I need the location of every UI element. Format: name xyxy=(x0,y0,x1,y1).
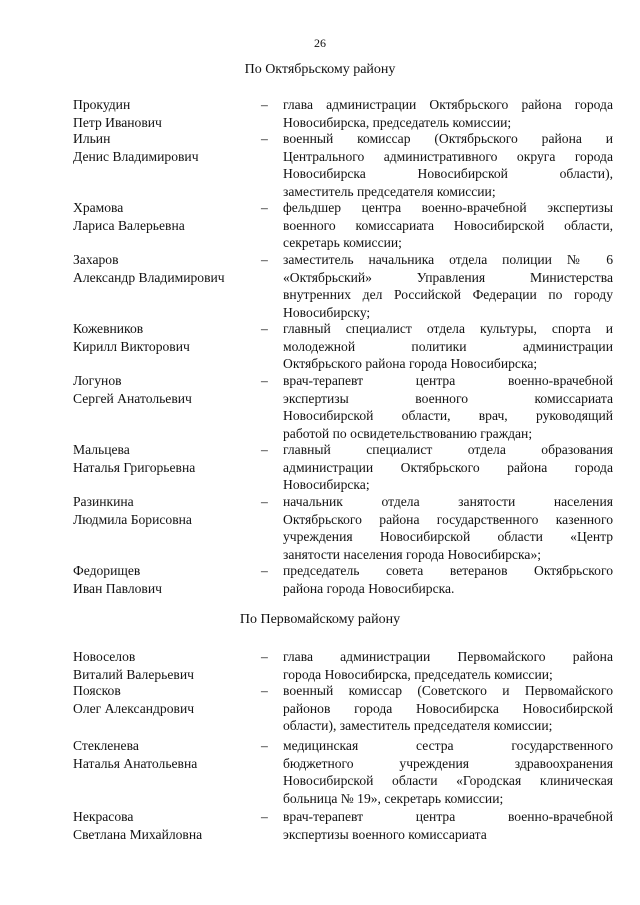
section-heading: По Октябрьскому району xyxy=(244,62,396,77)
member-role-line: глава администрации Октябрьского района города xyxy=(283,97,613,112)
member-role-line: заместитель начальника отдела полиции № 6 xyxy=(283,252,613,267)
member-role xyxy=(283,562,613,597)
member-role-line: администрации Октябрьского района города xyxy=(283,459,613,475)
member-name-line: Стекленева xyxy=(73,738,139,753)
member-name xyxy=(73,96,253,131)
member-name-line: Петр Иванович xyxy=(73,114,162,130)
member-role-line: заместитель председателя комиссии; xyxy=(283,183,496,199)
member-name-line: Светлана Михайловна xyxy=(73,826,203,842)
member-role xyxy=(283,130,613,200)
member-name-line: Некрасова xyxy=(73,809,134,824)
dash-separator: – xyxy=(261,252,268,267)
member-name-line: Новоселов xyxy=(73,649,136,664)
member-name xyxy=(73,441,253,476)
member-role xyxy=(283,737,613,807)
member-name-line: Ильин xyxy=(73,131,111,146)
member-name-line: Разинкина xyxy=(73,494,134,509)
member-role xyxy=(283,251,613,321)
dash-separator: – xyxy=(261,373,268,388)
member-role xyxy=(283,199,613,252)
member-name-line: Логунов xyxy=(73,373,122,388)
member-role-line: молодежной политики администрации xyxy=(283,338,613,354)
member-name-line: Наталья Анатольевна xyxy=(73,755,198,771)
member-role-line: Новосибирской области «Городская клиническая xyxy=(283,773,613,788)
member-role-line: Октябрьского района государственного казенного xyxy=(283,511,613,527)
member-name-line: Храмова xyxy=(73,200,124,215)
member-role xyxy=(283,493,613,563)
member-name-line: Олег Александрович xyxy=(73,700,195,716)
member-role-line: внутренних дел Российской Федерации по городу xyxy=(283,287,613,302)
member-role xyxy=(283,808,613,843)
member-role xyxy=(283,682,613,735)
member-role-line: председатель совета ветеранов Октябрьского xyxy=(283,563,613,578)
member-role xyxy=(283,372,613,442)
member-role-line: области), заместитель председателя комиссии; xyxy=(283,718,553,733)
member-role-line: главный специалист отдела образования xyxy=(283,442,613,457)
member-name-line: Денис Владимирович xyxy=(73,148,199,164)
member-role-line: Новосибирска; xyxy=(283,477,370,492)
member-role-line: учреждения Новосибирской области «Центр xyxy=(283,529,613,544)
member-role-line: района города Новосибирска. xyxy=(283,580,455,596)
dash-separator: – xyxy=(261,131,268,146)
member-role-line: районов города Новосибирска Новосибирской xyxy=(283,700,613,716)
dash-separator: – xyxy=(261,738,268,753)
member-name-line: Иван Павлович xyxy=(73,580,162,596)
member-name-line: Сергей Анатольевич xyxy=(73,390,192,406)
member-name-line: Мальцева xyxy=(73,442,130,457)
member-role-line: медицинская сестра государственного xyxy=(283,738,613,753)
member-role-line: экспертизы военного комиссариата xyxy=(283,826,487,842)
member-name-line: Кирилл Викторович xyxy=(73,338,190,354)
member-name-line: Лариса Валерьевна xyxy=(73,217,185,233)
member-name xyxy=(73,251,253,286)
member-name-line: Наталья Григорьевна xyxy=(73,459,196,475)
member-role-line: занятости населения города Новосибирска»; xyxy=(283,546,542,562)
member-role-line: военного комиссариата Новосибирской области, xyxy=(283,217,613,233)
member-role-line: начальник отдела занятости населения xyxy=(283,494,613,509)
member-role-line: военный комиссар (Советского и Первомайского xyxy=(283,683,613,698)
dash-separator: – xyxy=(261,809,268,824)
member-name-line: Федорищев xyxy=(73,563,141,578)
member-name xyxy=(73,562,253,597)
dash-separator: – xyxy=(261,200,268,215)
member-role xyxy=(283,96,613,131)
member-role-line: секретарь комиссии; xyxy=(283,235,402,250)
member-name-line: Прокудин xyxy=(73,97,131,112)
member-role-line: больница № 19», секретарь комиссии; xyxy=(283,790,504,806)
page-number: 26 xyxy=(314,36,326,50)
member-role-line: Новосибирской области, врач, руководящий xyxy=(283,408,613,423)
member-name xyxy=(73,320,253,355)
member-role-line: фельдшер центра военно-врачебной экспертизы xyxy=(283,200,613,215)
member-role-line: Октябрьского района города Новосибирска; xyxy=(283,356,538,371)
member-role-line: экспертизы военного комиссариата xyxy=(283,390,613,406)
dash-separator: – xyxy=(261,97,268,112)
member-role-line: врач-терапевт центра военно-врачебной xyxy=(283,809,613,824)
member-name-line: Кожевников xyxy=(73,321,144,336)
member-name-line: Александр Владимирович xyxy=(73,269,225,285)
member-role-line: врач-терапевт центра военно-врачебной xyxy=(283,373,613,388)
member-name xyxy=(73,493,253,528)
member-name xyxy=(73,682,253,717)
member-role-line: Новосибирску; xyxy=(283,304,371,320)
member-role-line: Центрального административного округа города xyxy=(283,148,613,164)
member-role-line: глава администрации Первомайского района xyxy=(283,649,613,664)
member-name-line: Поясков xyxy=(73,683,121,698)
section-heading: По Первомайскому району xyxy=(239,612,401,627)
dash-separator: – xyxy=(261,563,268,578)
member-name xyxy=(73,130,253,165)
member-name xyxy=(73,199,253,234)
member-name-line: Захаров xyxy=(73,252,119,267)
member-role xyxy=(283,320,613,373)
dash-separator: – xyxy=(261,494,268,509)
member-role xyxy=(283,648,613,683)
dash-separator: – xyxy=(261,321,268,336)
member-role-line: военный комиссар (Октябрьского района и xyxy=(283,131,613,146)
member-role-line: бюджетного учреждения здравоохранения xyxy=(283,755,613,771)
member-role-line: «Октябрьский» Управления Министерства xyxy=(283,269,613,285)
member-name xyxy=(73,808,253,843)
member-name xyxy=(73,737,253,772)
dash-separator: – xyxy=(261,442,268,457)
dash-separator: – xyxy=(261,683,268,698)
member-role-line: Новосибирска Новосибирской области), xyxy=(283,166,613,181)
member-name-line: Виталий Валерьевич xyxy=(73,666,194,682)
member-name-line: Людмила Борисовна xyxy=(73,511,192,527)
member-name xyxy=(73,648,253,683)
member-role-line: Новосибирска, председатель комиссии; xyxy=(283,114,512,130)
member-role-line: работой по освидетельствованию граждан; xyxy=(283,425,533,441)
member-name xyxy=(73,372,253,407)
member-role xyxy=(283,441,613,494)
member-role-line: главный специалист отдела культуры, спорта и xyxy=(283,321,613,336)
dash-separator: – xyxy=(261,649,268,664)
member-role-line: города Новосибирска, председатель комиссии; xyxy=(283,666,553,682)
